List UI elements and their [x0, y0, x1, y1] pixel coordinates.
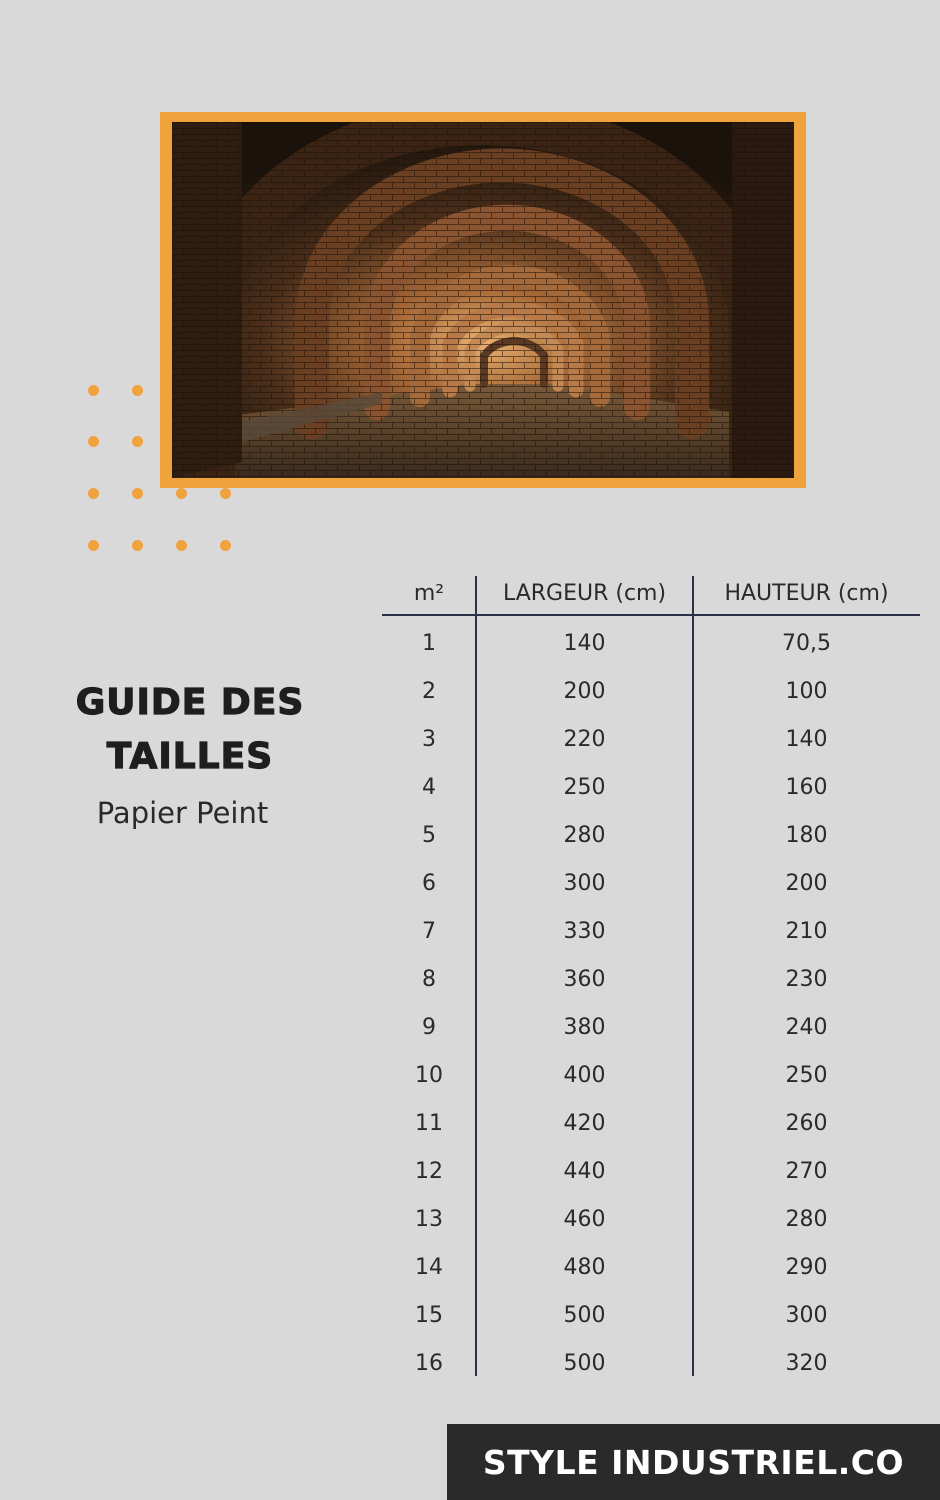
column-divider	[475, 576, 477, 1376]
cell-height: 280	[785, 1206, 828, 1232]
table-row	[382, 1291, 920, 1339]
cell-width: 360	[563, 966, 606, 992]
table-row	[382, 1003, 920, 1051]
cell-area: 7	[422, 918, 436, 944]
title-line-2: TAILLES	[106, 736, 274, 777]
dot-icon	[220, 488, 231, 499]
cell-width: 480	[563, 1254, 606, 1280]
cell-area: 1	[422, 630, 436, 656]
cell-width: 460	[563, 1206, 606, 1232]
brick-tunnel-photo	[172, 122, 794, 478]
cell-area: 2	[422, 678, 436, 704]
cell-area: 14	[415, 1254, 443, 1280]
cell-height: 290	[785, 1254, 828, 1280]
table-row	[382, 1147, 920, 1195]
dot-icon	[132, 436, 143, 447]
header-height: HAUTEUR (cm)	[724, 580, 889, 606]
cell-height: 70,5	[782, 630, 831, 656]
cell-area: 5	[422, 822, 436, 848]
header-width: LARGEUR (cm)	[502, 580, 667, 606]
cell-width: 500	[563, 1302, 606, 1328]
cell-width: 330	[563, 918, 606, 944]
cell-width: 140	[563, 630, 606, 656]
cell-width: 440	[563, 1158, 606, 1184]
table-row	[382, 715, 920, 763]
cell-height: 300	[785, 1302, 828, 1328]
cell-width: 380	[563, 1014, 606, 1040]
page-title	[30, 676, 350, 784]
cell-height: 210	[785, 918, 828, 944]
cell-height: 240	[785, 1014, 828, 1040]
cell-width: 250	[563, 774, 606, 800]
cell-width: 500	[563, 1350, 606, 1376]
cell-height: 230	[785, 966, 828, 992]
hero-photo-frame	[160, 112, 806, 488]
cell-height: 200	[785, 870, 828, 896]
brand-footer	[447, 1424, 940, 1500]
cell-height: 140	[785, 726, 828, 752]
table-row	[382, 1195, 920, 1243]
table-row	[382, 1339, 920, 1387]
table-row	[382, 667, 920, 715]
cell-area: 8	[422, 966, 436, 992]
table-row	[382, 1099, 920, 1147]
cell-area: 3	[422, 726, 436, 752]
dot-icon	[176, 540, 187, 551]
header-area: m²	[413, 580, 445, 606]
cell-height: 160	[785, 774, 828, 800]
cell-width: 400	[563, 1062, 606, 1088]
page-subtitle: Papier Peint	[96, 796, 269, 830]
column-divider	[692, 576, 694, 1376]
cell-height: 250	[785, 1062, 828, 1088]
dot-icon	[88, 385, 99, 396]
title-line-1: GUIDE DES	[75, 682, 305, 723]
cell-area: 13	[415, 1206, 443, 1232]
cell-area: 12	[415, 1158, 443, 1184]
cell-height: 260	[785, 1110, 828, 1136]
cell-height: 320	[785, 1350, 828, 1376]
table-body	[382, 616, 920, 1387]
cell-width: 200	[563, 678, 606, 704]
dot-icon	[220, 540, 231, 551]
table-row	[382, 619, 920, 667]
table-row	[382, 811, 920, 859]
cell-width: 420	[563, 1110, 606, 1136]
cell-width: 220	[563, 726, 606, 752]
dot-icon	[88, 540, 99, 551]
cell-area: 10	[415, 1062, 443, 1088]
cell-width: 300	[563, 870, 606, 896]
table-row	[382, 763, 920, 811]
dot-icon	[88, 488, 99, 499]
table-row	[382, 1051, 920, 1099]
cell-area: 16	[415, 1350, 443, 1376]
table-row	[382, 907, 920, 955]
cell-width: 280	[563, 822, 606, 848]
dot-icon	[132, 540, 143, 551]
table-row	[382, 1243, 920, 1291]
cell-area: 11	[415, 1110, 443, 1136]
cell-height: 180	[785, 822, 828, 848]
table-row	[382, 955, 920, 1003]
dot-icon	[132, 385, 143, 396]
cell-area: 4	[422, 774, 436, 800]
dot-icon	[176, 488, 187, 499]
cell-height: 100	[785, 678, 828, 704]
cell-area: 6	[422, 870, 436, 896]
decorative-dot-grid	[88, 385, 248, 555]
table-header	[382, 572, 920, 616]
brand-name: STYLE INDUSTRIEL.CO	[482, 1442, 905, 1482]
cell-area: 9	[422, 1014, 436, 1040]
dot-icon	[88, 436, 99, 447]
size-table	[382, 572, 920, 1387]
cell-height: 270	[785, 1158, 828, 1184]
table-row	[382, 859, 920, 907]
cell-area: 15	[415, 1302, 443, 1328]
dot-icon	[132, 488, 143, 499]
